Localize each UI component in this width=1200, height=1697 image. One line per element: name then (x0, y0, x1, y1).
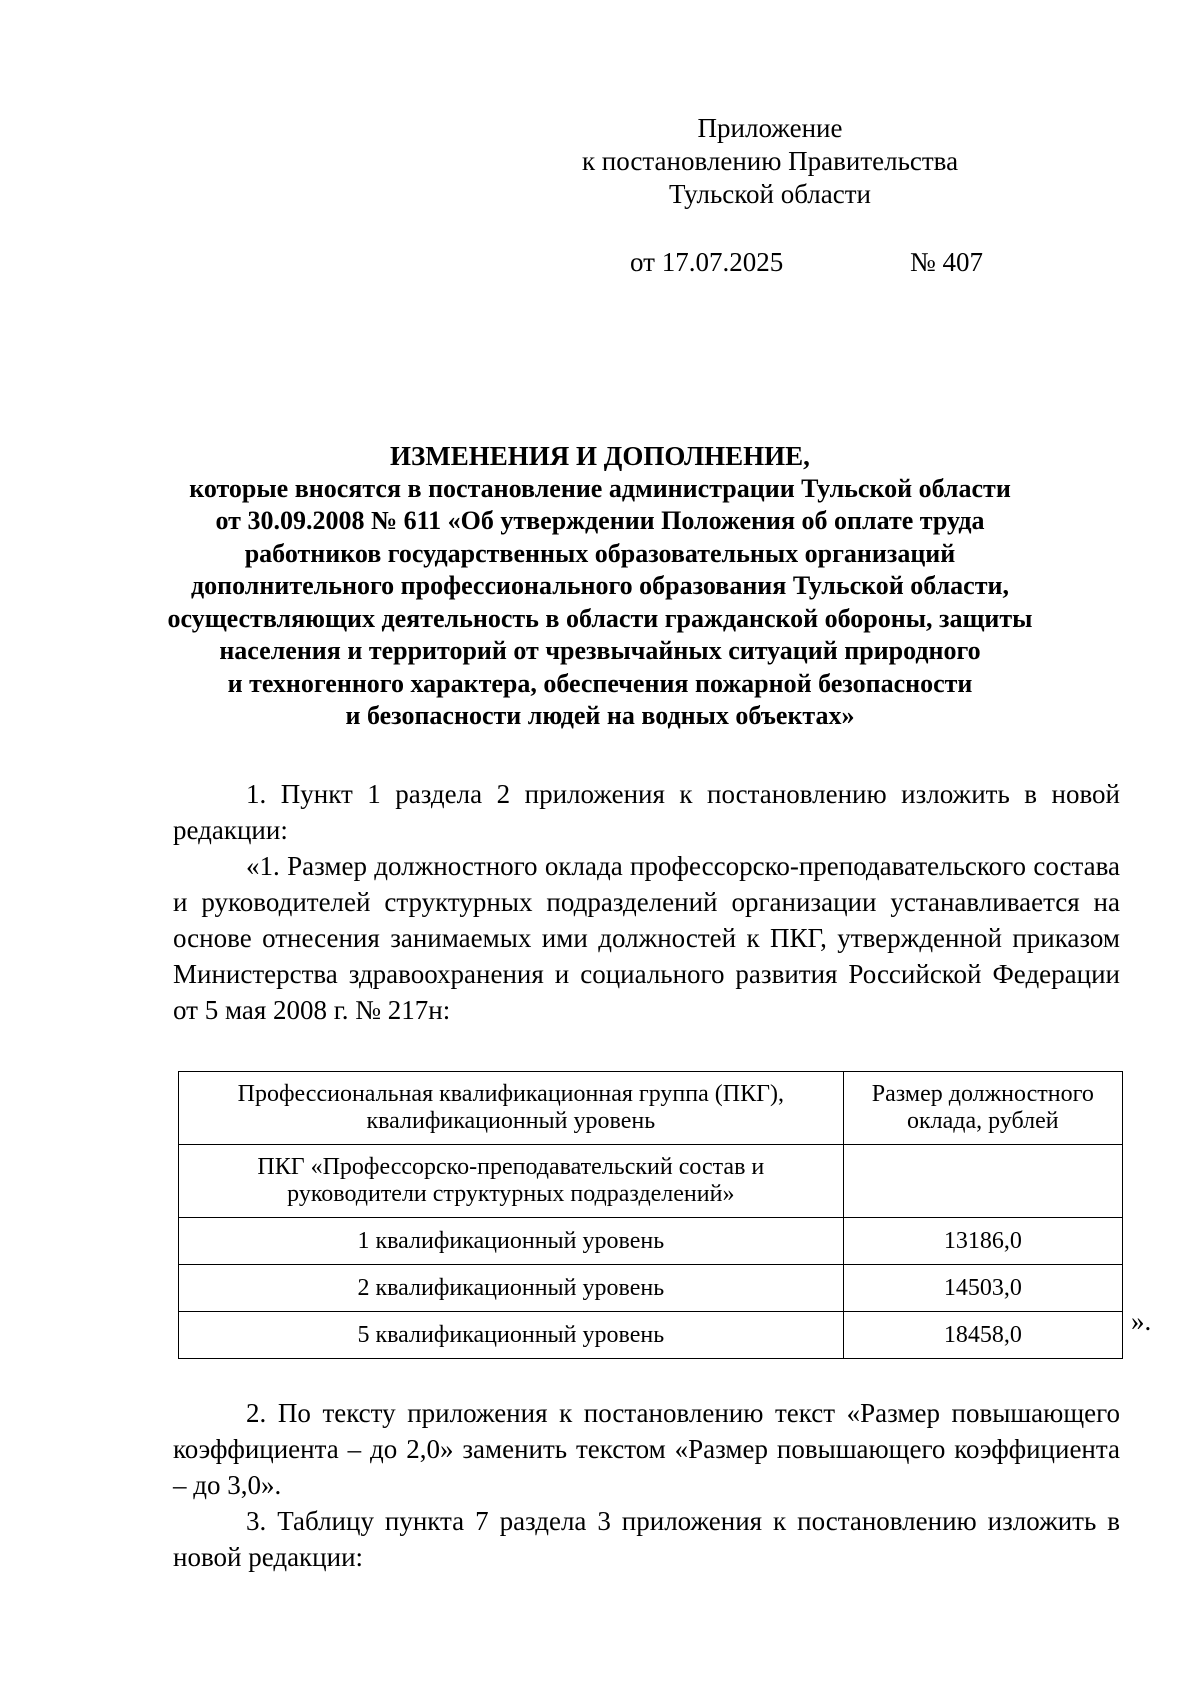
heading-line: работников государственных образовательных организаций (244, 538, 956, 568)
paragraph-1-quote: «1. Размер должностного оклада профессорско-преподавательского состава и руководителей структурных подразделений организации устанавливается на основе отнесения занимаемых ими должностей к ПКГ, утвержденной приказом Министерства здравоохранения и социального развития Российской Федерации от 5 мая 2008 г. № 217н: (173, 851, 1120, 1025)
table-row (179, 1218, 1123, 1265)
annex-title: Приложение (697, 113, 843, 143)
closing-quote-mark: ». (1131, 1306, 1152, 1336)
level-cell: 2 квалификационный уровень (179, 1265, 844, 1312)
heading-line: и безопасности людей на водных объектах» (345, 701, 855, 730)
annex-reference: к постановлению Правительства (581, 146, 959, 176)
header-group-cell: Профессиональная квалификационная группа (ПКГ), квалификационный уровень (179, 1072, 844, 1145)
header-salary-cell: Размер должностного оклада, рублей (843, 1072, 1122, 1145)
resolution-date: от 17.07.2025 (630, 247, 784, 277)
annex-block (580, 112, 960, 211)
heading-line: населения и территорий от чрезвычайных ситуаций природного (219, 636, 981, 665)
level-cell: 5 квалификационный уровень (179, 1312, 844, 1359)
group-label-cell: ПКГ «Профессорско-преподавательский состав и руководители структурных подразделений» (179, 1145, 844, 1218)
paragraph-1: 1. Пункт 1 раздела 2 приложения к постановлению изложить в новой редакции: (173, 779, 1120, 845)
annex-region: Тульской области (669, 179, 871, 209)
heading-line: которые вносятся в постановление администрации Тульской области (189, 473, 1011, 503)
salary-cell: 14503,0 (843, 1265, 1122, 1312)
paragraph-3: 3. Таблицу пункта 7 раздела 3 приложения к постановлению изложить в новой редакции: (173, 1506, 1120, 1572)
heading-line: от 30.09.2008 № 611 «Об утверждении Положения об оплате труда (215, 506, 985, 535)
heading-line: дополнительного профессионального образования Тульской области, (191, 571, 1009, 600)
heading-title: ИЗМЕНЕНИЯ И ДОПОЛНЕНИЕ, (390, 441, 810, 471)
group-empty-cell (843, 1145, 1122, 1218)
salary-cell: 13186,0 (843, 1218, 1122, 1265)
table-header-row (179, 1072, 1123, 1145)
paragraph-2: 2. По тексту приложения к постановлению текст «Размер повышающего коэффициента – до 2,0» заменить текстом «Размер повышающего коэффициента – до 3,0». (173, 1398, 1120, 1500)
heading-line: и техногенного характера, обеспечения пожарной безопасности (227, 668, 973, 698)
resolution-number: № 407 (910, 247, 984, 277)
salary-cell: 18458,0 (843, 1312, 1122, 1359)
salary-table (178, 1071, 1123, 1359)
level-cell: 1 квалификационный уровень (179, 1218, 844, 1265)
heading-line: осуществляющих деятельность в области гражданской обороны, защиты (167, 603, 1033, 633)
table-group-row (179, 1145, 1123, 1218)
document-heading (150, 440, 1050, 733)
table-row (179, 1312, 1123, 1359)
table-row (179, 1265, 1123, 1312)
